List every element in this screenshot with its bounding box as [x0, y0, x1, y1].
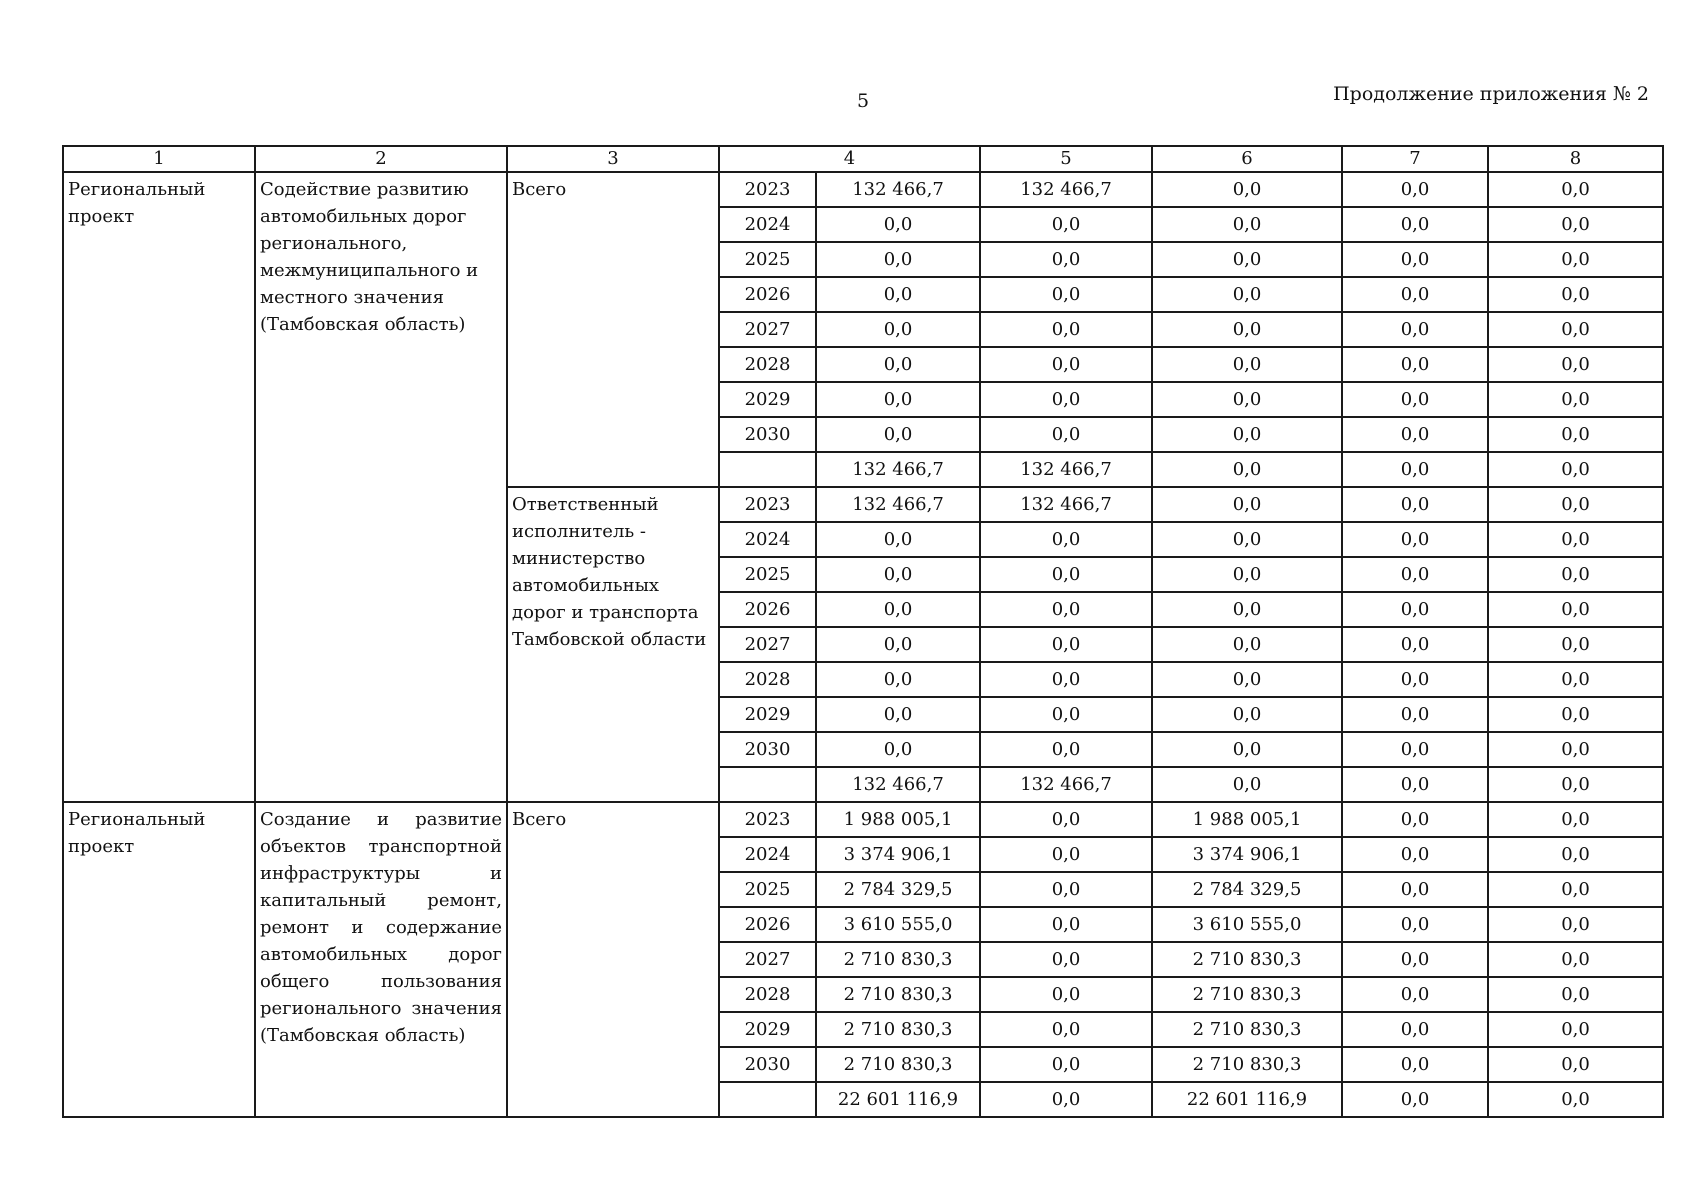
cell-value-col7: 0,0 — [1342, 907, 1488, 942]
cell-value-col6: 3 374 906,1 — [1152, 837, 1342, 872]
cell-value-col5: 0,0 — [980, 312, 1152, 347]
cell-value-col6: 2 710 830,3 — [1152, 1047, 1342, 1082]
cell-value-col4: 0,0 — [816, 242, 980, 277]
cell-value-col7: 0,0 — [1342, 347, 1488, 382]
cell-year: 2030 — [719, 417, 816, 452]
cell-value-col6: 0,0 — [1152, 557, 1342, 592]
cell-value-col4: 0,0 — [816, 697, 980, 732]
cell-value-col5: 0,0 — [980, 627, 1152, 662]
cell-year: 2027 — [719, 942, 816, 977]
cell-year — [719, 452, 816, 487]
cell-year: 2024 — [719, 837, 816, 872]
header-col-5: 5 — [980, 146, 1152, 172]
cell-value-col7: 0,0 — [1342, 592, 1488, 627]
cell-value-col6: 0,0 — [1152, 522, 1342, 557]
cell-value-col5: 0,0 — [980, 942, 1152, 977]
cell-value-col4: 132 466,7 — [816, 452, 980, 487]
cell-value-col5: 0,0 — [980, 872, 1152, 907]
cell-year: 2028 — [719, 662, 816, 697]
cell-value-col8: 0,0 — [1488, 487, 1663, 522]
cell-value-col5: 0,0 — [980, 1012, 1152, 1047]
cell-value-col6: 2 710 830,3 — [1152, 942, 1342, 977]
cell-value-col5: 0,0 — [980, 592, 1152, 627]
header-col-4: 4 — [719, 146, 980, 172]
cell-value-col8: 0,0 — [1488, 767, 1663, 802]
table-row — [63, 802, 1663, 837]
cell-value-col6: 0,0 — [1152, 627, 1342, 662]
cell-value-col8: 0,0 — [1488, 417, 1663, 452]
cell-value-col6: 2 784 329,5 — [1152, 872, 1342, 907]
cell-value-col8: 0,0 — [1488, 452, 1663, 487]
cell-value-col4: 3 610 555,0 — [816, 907, 980, 942]
cell-value-col6: 2 710 830,3 — [1152, 1012, 1342, 1047]
cell-value-col4: 0,0 — [816, 347, 980, 382]
cell-value-col4: 0,0 — [816, 662, 980, 697]
cell-year: 2025 — [719, 242, 816, 277]
header-col-6: 6 — [1152, 146, 1342, 172]
cell-value-col8: 0,0 — [1488, 697, 1663, 732]
cell-value-col7: 0,0 — [1342, 242, 1488, 277]
cell-value-col4: 0,0 — [816, 382, 980, 417]
cell-value-col8: 0,0 — [1488, 242, 1663, 277]
cell-year: 2025 — [719, 872, 816, 907]
cell-value-col8: 0,0 — [1488, 1082, 1663, 1117]
cell-value-col8: 0,0 — [1488, 1012, 1663, 1047]
cell-value-col5: 0,0 — [980, 242, 1152, 277]
cell-value-col7: 0,0 — [1342, 732, 1488, 767]
cell-value-col4: 0,0 — [816, 522, 980, 557]
cell-value-col6: 0,0 — [1152, 452, 1342, 487]
cell-value-col4: 2 710 830,3 — [816, 977, 980, 1012]
cell-year: 2026 — [719, 277, 816, 312]
cell-value-col8: 0,0 — [1488, 347, 1663, 382]
cell-value-col7: 0,0 — [1342, 1012, 1488, 1047]
cell-year — [719, 767, 816, 802]
cell-value-col5: 132 466,7 — [980, 452, 1152, 487]
cell-value-col6: 0,0 — [1152, 662, 1342, 697]
cell-value-col4: 2 710 830,3 — [816, 1012, 980, 1047]
cell-value-col8: 0,0 — [1488, 277, 1663, 312]
cell-year: 2029 — [719, 1012, 816, 1047]
cell-value-col7: 0,0 — [1342, 767, 1488, 802]
cell-value-col7: 0,0 — [1342, 837, 1488, 872]
project-type-cell: Региональный проект — [63, 172, 255, 802]
cell-value-col8: 0,0 — [1488, 872, 1663, 907]
funding-group-label: Всего — [507, 172, 719, 487]
cell-year: 2023 — [719, 172, 816, 207]
cell-value-col8: 0,0 — [1488, 732, 1663, 767]
cell-value-col7: 0,0 — [1342, 452, 1488, 487]
cell-value-col8: 0,0 — [1488, 837, 1663, 872]
cell-year: 2024 — [719, 207, 816, 242]
cell-value-col7: 0,0 — [1342, 172, 1488, 207]
cell-value-col5: 0,0 — [980, 732, 1152, 767]
cell-value-col5: 0,0 — [980, 1047, 1152, 1082]
cell-value-col4: 0,0 — [816, 627, 980, 662]
cell-value-col7: 0,0 — [1342, 417, 1488, 452]
cell-value-col5: 0,0 — [980, 522, 1152, 557]
cell-value-col7: 0,0 — [1342, 382, 1488, 417]
cell-value-col5: 132 466,7 — [980, 487, 1152, 522]
project-type-cell: Региональный проект — [63, 802, 255, 1117]
cell-value-col5: 0,0 — [980, 837, 1152, 872]
cell-value-col6: 0,0 — [1152, 767, 1342, 802]
cell-value-col6: 3 610 555,0 — [1152, 907, 1342, 942]
cell-value-col7: 0,0 — [1342, 977, 1488, 1012]
cell-value-col5: 0,0 — [980, 207, 1152, 242]
continuation-label: Продолжение приложения № 2 — [1333, 83, 1649, 105]
cell-value-col7: 0,0 — [1342, 557, 1488, 592]
cell-value-col6: 0,0 — [1152, 417, 1342, 452]
header-col-7: 7 — [1342, 146, 1488, 172]
cell-value-col8: 0,0 — [1488, 977, 1663, 1012]
cell-value-col8: 0,0 — [1488, 312, 1663, 347]
cell-value-col7: 0,0 — [1342, 697, 1488, 732]
cell-value-col8: 0,0 — [1488, 172, 1663, 207]
cell-value-col5: 132 466,7 — [980, 172, 1152, 207]
cell-value-col6: 0,0 — [1152, 207, 1342, 242]
cell-value-col5: 0,0 — [980, 662, 1152, 697]
cell-value-col5: 0,0 — [980, 907, 1152, 942]
cell-value-col7: 0,0 — [1342, 662, 1488, 697]
cell-value-col7: 0,0 — [1342, 942, 1488, 977]
cell-year: 2029 — [719, 382, 816, 417]
cell-value-col5: 132 466,7 — [980, 767, 1152, 802]
cell-value-col6: 2 710 830,3 — [1152, 977, 1342, 1012]
cell-value-col4: 2 710 830,3 — [816, 942, 980, 977]
cell-value-col6: 0,0 — [1152, 312, 1342, 347]
cell-year: 2027 — [719, 627, 816, 662]
cell-year: 2024 — [719, 522, 816, 557]
cell-value-col7: 0,0 — [1342, 627, 1488, 662]
cell-value-col4: 0,0 — [816, 207, 980, 242]
cell-year: 2025 — [719, 557, 816, 592]
cell-value-col8: 0,0 — [1488, 802, 1663, 837]
cell-value-col6: 0,0 — [1152, 172, 1342, 207]
cell-value-col8: 0,0 — [1488, 907, 1663, 942]
cell-value-col8: 0,0 — [1488, 557, 1663, 592]
cell-value-col4: 3 374 906,1 — [816, 837, 980, 872]
cell-value-col4: 1 988 005,1 — [816, 802, 980, 837]
cell-value-col6: 0,0 — [1152, 382, 1342, 417]
cell-value-col5: 0,0 — [980, 802, 1152, 837]
project-description-cell: Содействие развитию автомобильных дорог регионального, межмуниципального и местного значения (Тамбовская область) — [255, 172, 507, 802]
cell-value-col5: 0,0 — [980, 347, 1152, 382]
cell-value-col8: 0,0 — [1488, 942, 1663, 977]
cell-value-col8: 0,0 — [1488, 592, 1663, 627]
cell-value-col4: 0,0 — [816, 592, 980, 627]
cell-value-col7: 0,0 — [1342, 277, 1488, 312]
header-col-8: 8 — [1488, 146, 1663, 172]
cell-value-col7: 0,0 — [1342, 1047, 1488, 1082]
cell-year: 2030 — [719, 1047, 816, 1082]
cell-value-col6: 0,0 — [1152, 242, 1342, 277]
project-description-cell: Создание и развитие объектов транспортной инфраструктуры и капитальный ремонт, ремонт и содержание автомобильных дорог общего пользования регионального значения (Тамбовская область) — [255, 802, 507, 1117]
cell-value-col4: 0,0 — [816, 557, 980, 592]
cell-value-col5: 0,0 — [980, 277, 1152, 312]
cell-value-col6: 0,0 — [1152, 347, 1342, 382]
cell-value-col8: 0,0 — [1488, 522, 1663, 557]
cell-year: 2028 — [719, 977, 816, 1012]
cell-value-col6: 0,0 — [1152, 697, 1342, 732]
cell-value-col4: 0,0 — [816, 732, 980, 767]
cell-value-col7: 0,0 — [1342, 802, 1488, 837]
cell-value-col4: 132 466,7 — [816, 172, 980, 207]
cell-value-col4: 2 784 329,5 — [816, 872, 980, 907]
cell-value-col4: 132 466,7 — [816, 487, 980, 522]
cell-value-col5: 0,0 — [980, 417, 1152, 452]
cell-value-col6: 0,0 — [1152, 277, 1342, 312]
cell-year — [719, 1082, 816, 1117]
cell-value-col4: 22 601 116,9 — [816, 1082, 980, 1117]
cell-value-col6: 1 988 005,1 — [1152, 802, 1342, 837]
cell-year: 2029 — [719, 697, 816, 732]
cell-value-col4: 0,0 — [816, 312, 980, 347]
header-col-1: 1 — [63, 146, 255, 172]
table-body — [63, 172, 1663, 1117]
cell-value-col6: 22 601 116,9 — [1152, 1082, 1342, 1117]
cell-year: 2027 — [719, 312, 816, 347]
cell-value-col7: 0,0 — [1342, 487, 1488, 522]
cell-value-col7: 0,0 — [1342, 522, 1488, 557]
cell-value-col6: 0,0 — [1152, 487, 1342, 522]
cell-value-col7: 0,0 — [1342, 1082, 1488, 1117]
table-row — [63, 172, 1663, 207]
header-col-2: 2 — [255, 146, 507, 172]
cell-value-col4: 2 710 830,3 — [816, 1047, 980, 1082]
cell-year: 2030 — [719, 732, 816, 767]
cell-year: 2026 — [719, 907, 816, 942]
funding-group-label: Ответственный исполнитель - министерство автомобильных дорог и транспорта Тамбовской области — [507, 487, 719, 802]
funding-group-label: Всего — [507, 802, 719, 1117]
header-row — [63, 146, 1663, 172]
cell-value-col8: 0,0 — [1488, 662, 1663, 697]
cell-year: 2023 — [719, 487, 816, 522]
cell-value-col7: 0,0 — [1342, 872, 1488, 907]
cell-value-col8: 0,0 — [1488, 382, 1663, 417]
cell-value-col7: 0,0 — [1342, 207, 1488, 242]
cell-value-col5: 0,0 — [980, 382, 1152, 417]
cell-year: 2028 — [719, 347, 816, 382]
budget-table — [62, 145, 1664, 1118]
cell-year: 2023 — [719, 802, 816, 837]
cell-value-col5: 0,0 — [980, 697, 1152, 732]
cell-year: 2026 — [719, 592, 816, 627]
cell-value-col5: 0,0 — [980, 977, 1152, 1012]
header-col-3: 3 — [507, 146, 719, 172]
cell-value-col8: 0,0 — [1488, 207, 1663, 242]
cell-value-col4: 132 466,7 — [816, 767, 980, 802]
page-number: 5 — [857, 90, 870, 112]
cell-value-col5: 0,0 — [980, 557, 1152, 592]
cell-value-col6: 0,0 — [1152, 732, 1342, 767]
cell-value-col7: 0,0 — [1342, 312, 1488, 347]
cell-value-col6: 0,0 — [1152, 592, 1342, 627]
cell-value-col4: 0,0 — [816, 417, 980, 452]
cell-value-col8: 0,0 — [1488, 1047, 1663, 1082]
cell-value-col4: 0,0 — [816, 277, 980, 312]
cell-value-col5: 0,0 — [980, 1082, 1152, 1117]
cell-value-col8: 0,0 — [1488, 627, 1663, 662]
